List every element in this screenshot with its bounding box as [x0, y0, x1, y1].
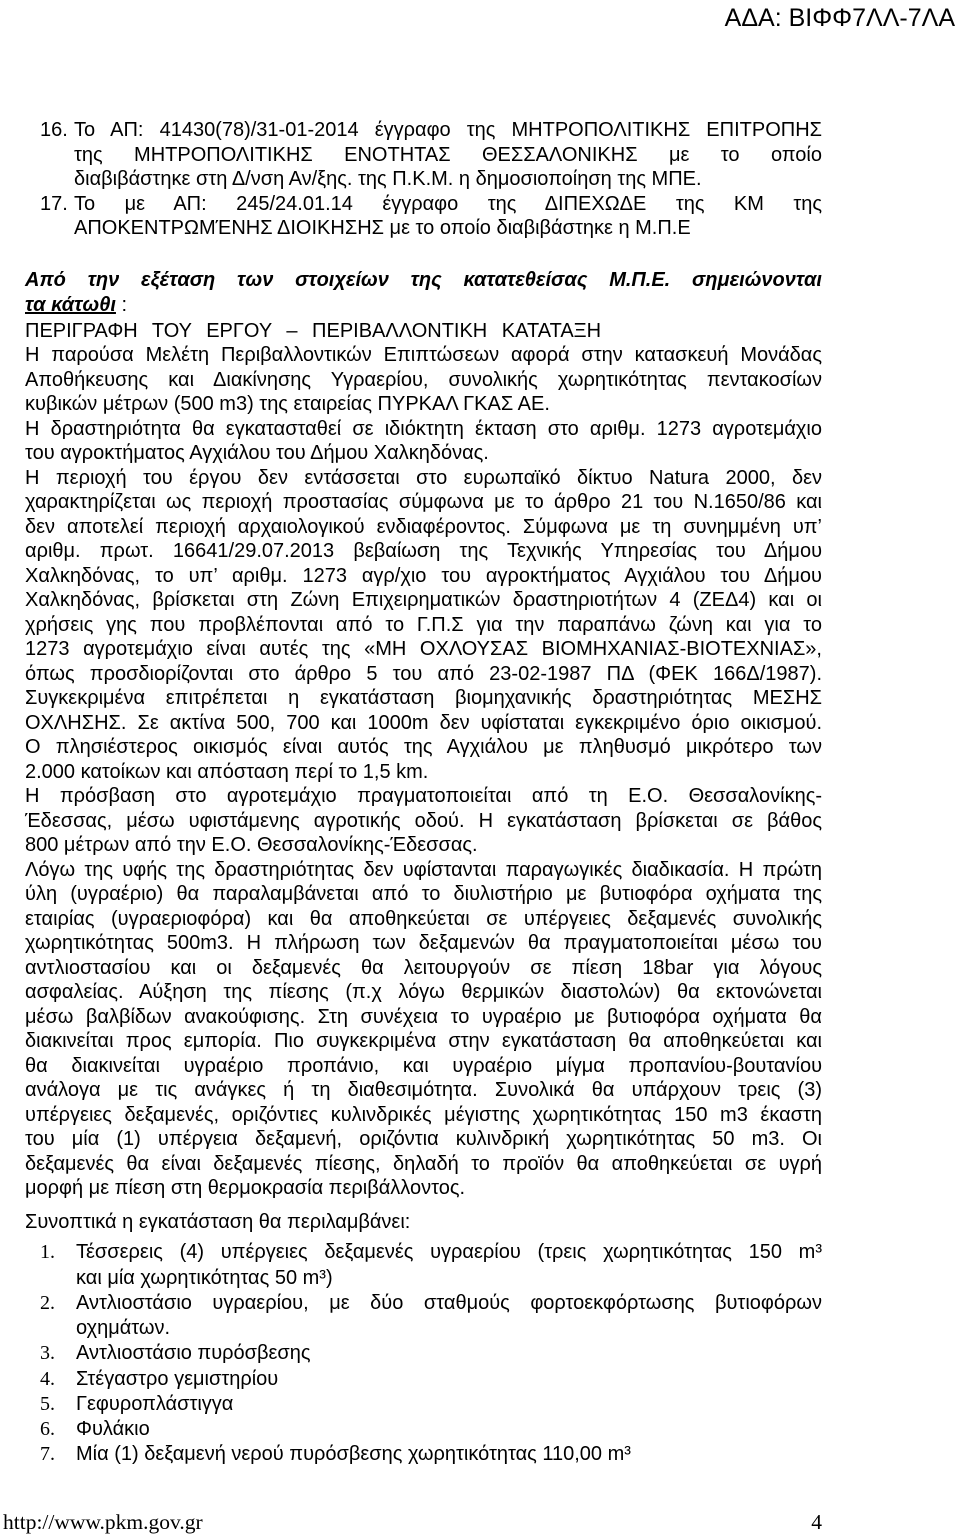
text-line: ύλη (υγραέριο) θα παραλαμβάνεται από το διυλιστήριο με βυτιοφόρα οχήματα της: [25, 883, 822, 906]
component-item: [40, 1392, 822, 1417]
text-line: αριθμ. πρωτ. 16641/29.07.2013 βεβαίωση της Τεχνικής Υπηρεσίας του Δήμου: [25, 540, 822, 563]
text-line: Αποθήκευσης και Διακίνησης Υγραερίου, συνολικής χωρητικότητας πεντακοσίων: [25, 368, 822, 391]
component-text: [76, 1291, 822, 1342]
summary-intro-line: Συνοπτικά η εγκατάσταση θα περιλαμβάνει:: [25, 1211, 411, 1233]
findings-heading-line: [25, 293, 822, 318]
text-line: κυβικών μέτρων (500 m3) της εταιρείας ΠΥΡΚΑΛ ΓΚΑΣ ΑΕ.: [25, 393, 550, 416]
text-line: της ΜΗΤΡΟΠΟΛΙΤΙΚΗΣ ΕΝΟΤΗΤΑΣ ΘΕΣΣΑΛΟΝΙΚΗΣ με το οποίο: [74, 143, 822, 166]
text-line: Το με ΑΠ: 245/24.01.14 έγγραφο της ΔΙΠΕΧΩΔΕ της ΚΜ της: [74, 192, 822, 215]
page-number: 4: [811, 1510, 822, 1534]
text-line: θα διακινείται υγραέριο προπάνιο, και υγραέριο μίγμα προπανίου-βουτανίου: [25, 1054, 822, 1077]
reference-item: [40, 118, 822, 192]
reference-list: [40, 118, 822, 241]
text-line: ανάλογα με τις ανάγκες ή τη διαθεσιμότητα. Συνολικά θα υπάρχουν τρεις (3): [25, 1079, 822, 1102]
component-item: [40, 1240, 822, 1291]
text-line: μορφή με πίεση στη θερμοκρασία περιβάλλοντος.: [25, 1177, 466, 1200]
text-line: όπως προσδιορίζονται στο άρθρο 5 του από 23-02-1987 ΠΔ (ΦΕΚ 166Δ/1987).: [25, 662, 822, 685]
component-text: [76, 1392, 822, 1417]
findings-heading: [25, 268, 822, 317]
component-item: [40, 1442, 822, 1467]
text-line: 2.000 κατοίκων και απόσταση περί το 1,5 km.: [25, 760, 429, 783]
text-line: οχημάτων.: [76, 1317, 171, 1340]
text-line: δεξαμενές θα είναι δεξαμενές πίεσης, δηλαδή το προϊόν θα αποθηκεύεται σε υγρή: [25, 1152, 822, 1175]
component-number: 2.: [40, 1291, 55, 1314]
text-line: Γεφυροπλάστιγγα: [76, 1392, 234, 1415]
component-text: [76, 1240, 822, 1291]
findings-heading-line: Από την εξέταση των στοιχείων της κατατεθείσας Μ.Π.Ε. σημειώνονται: [25, 269, 822, 291]
text-line: του αγροκτήματος Αγχιάλου του Δήμου Χαλκηδόνας.: [25, 442, 489, 465]
paragraph: [25, 343, 822, 417]
reference-item: [40, 192, 822, 241]
text-line: δεν αποτελεί περιοχή αρχαιολογικού ενδιαφέροντος. Σύμφωνα με τη συνημμένη υπ’: [25, 515, 822, 538]
component-text: [76, 1367, 822, 1392]
text-line: ασφαλείας. Αύξηση της πίεσης (π.χ λόγω θερμικών διαστολών) θα εκτονώνεται: [25, 981, 822, 1004]
reference-number: 16.: [40, 119, 68, 141]
findings-underlined-text: τα κάτωθι: [25, 293, 116, 316]
component-text: [76, 1417, 822, 1442]
component-item: [40, 1291, 822, 1342]
summary-intro: [25, 1210, 822, 1235]
section-title: ΠΕΡΙΓΡΑΦΗ ΤΟΥ ΕΡΓΟΥ – ΠΕΡΙΒΑΛΛΟΝΤΙΚΗ ΚΑΤΑΤΑΞΗ: [25, 319, 602, 342]
text-line: Η δραστηριότητα θα εγκατασταθεί σε ιδιόκτητη έκταση στο αριθμ. 1273 αγροτεμάχιο: [25, 417, 822, 440]
text-line: Λόγω της υφής της δραστηριότητας δεν υφίστανται παραγωγικές διαδικασία. Η πρώτη: [25, 858, 822, 881]
component-item: [40, 1367, 822, 1392]
paragraph-list: [25, 343, 822, 1201]
paragraph: [25, 417, 822, 466]
component-number: 5.: [40, 1392, 55, 1415]
component-number: 1.: [40, 1241, 55, 1264]
text-line: 1273 αγροτεμάχιο είναι αυτές της «ΜΗ ΟΧΛΟΥΣΑΣ ΒΙΟΜΗΧΑΝΙΑΣ-ΒΙΟΤΕΧΝΙΑΣ»,: [25, 638, 822, 661]
component-text: [76, 1341, 822, 1366]
component-list: [40, 1240, 822, 1467]
text-line: διαβιβάστηκε στη Δ/νση Αν/ξης. της Π.Κ.Μ. η δημοσιοποίηση της ΜΠΕ.: [74, 168, 702, 190]
text-line: Χαλκηδόνας, βρίσκεται στη Ζώνη Επιχειρηματικών δραστηριοτήτων 4 (ΖΕΔ4) και οι: [25, 589, 822, 612]
reference-text: [74, 118, 822, 192]
findings-suffix: :: [115, 293, 128, 316]
document-body: [25, 319, 822, 1201]
component-item: [40, 1417, 822, 1442]
text-line: ΑΠΟΚΕΝΤΡΩΜΈΝΗΣ ΔΙΟΙΚΗΣΗΣ με το οποίο διαβιβάστηκε η Μ.Π.Ε: [74, 217, 691, 239]
component-number: 3.: [40, 1342, 55, 1365]
component-text: [76, 1442, 822, 1467]
text-line: χρήσεις γης που προβλέπονται από το Γ.Π.Σ για την παραπάνω ζώνη και για το: [25, 613, 822, 636]
text-line: Στέγαστρο γεμιστηρίου: [76, 1367, 279, 1390]
text-line: Αντλιοστάσιο πυρόσβεσης: [76, 1342, 311, 1365]
text-line: αντλιοστασίου και οι δεξαμενές θα λειτουργούν σε πίεση 18bar για λόγους: [25, 956, 822, 979]
text-line: Ο πλησιέστερος οικισμός είναι αυτός της Αγχιάλου με πληθυσμό μικρότερο των: [25, 736, 822, 759]
text-line: Η περιοχή του έργου δεν εντάσσεται στο ευρωπαϊκό δίκτυο Natura 2000, δεν: [25, 466, 822, 489]
text-line: Φυλάκιο: [76, 1418, 150, 1441]
reference-number: 17.: [40, 192, 68, 215]
reference-text: [74, 192, 822, 241]
paragraph: [25, 784, 822, 858]
footer-url: http://www.pkm.gov.gr: [3, 1510, 203, 1534]
text-line: Η παρούσα Μελέτη Περιβαλλοντικών Επιπτώσεων αφορά στην κατασκευή Μονάδας: [25, 344, 822, 367]
component-number: 4.: [40, 1367, 55, 1390]
text-line: Αντλιοστάσιο υγραερίου, με δύο σταθμούς φορτοεκφόρτωσης βυτιοφόρων: [76, 1291, 822, 1314]
text-line: Τέσσερεις (4) υπέργειες δεξαμενές υγραερίου (τρεις χωρητικότητας 150 m³: [76, 1241, 822, 1264]
text-line: μέσω βαλβίδων ανακούφισης. Στη συνέχεια το υγραέριο με βυτιοφόρα οχήματα θα: [25, 1005, 822, 1028]
text-line: χαρακτηρίζεται ως περιοχή προστασίας σύμφωνα με το άρθρο 21 του Ν.1650/86 και: [25, 491, 822, 514]
component-item: [40, 1341, 822, 1366]
paragraph: [25, 858, 822, 1201]
text-line: του μία (1) υπέργεια δεξαμενή, οριζόντια κυλινδρική χωρητικότητας 50 m3. Οι: [25, 1128, 822, 1151]
text-line: Η πρόσβαση στο αγροτεμάχιο πραγματοποιείται από τη Ε.Ο. Θεσσαλονίκης-: [25, 785, 822, 808]
ada-code: ΑΔΑ: ΒΙΦΦ7ΛΛ-7ΛΑ: [724, 4, 955, 32]
text-line: εταιρίας (υγραεριοφόρα) και θα αποθηκεύεται σε υπέργειες δεξαμενές συνολικής: [25, 907, 822, 930]
text-line: Συγκεκριμένα επιτρέπεται η εγκατάσταση βιομηχανικής δραστηριότητας ΜΕΣΗΣ: [25, 687, 822, 710]
text-line: χωρητικότητας 500m3. Η πλήρωση των δεξαμενών θα πραγματοποιείται μέσω του: [25, 932, 822, 955]
component-number: 6.: [40, 1418, 55, 1441]
component-number: 7.: [40, 1443, 55, 1466]
text-line: διακινείται προς εμπορία. Πιο συγκεκριμένα στην εγκατάσταση θα αποθηκεύεται και: [25, 1030, 822, 1053]
text-line: Μία (1) δεξαμενή νερού πυρόσβεσης χωρητικότητας 110,00 m³: [76, 1443, 631, 1466]
text-line: ΟΧΛΗΣΗΣ. Σε ακτίνα 500, 700 και 1000m δεν υφίσταται εγκεκριμένο όριο οικισμού.: [25, 711, 822, 734]
text-line: και μία χωρητικότητας 50 m³): [76, 1266, 333, 1289]
text-line: Το ΑΠ: 41430(78)/31-01-2014 έγγραφο της ΜΗΤΡΟΠΟΛΙΤΙΚΗΣ ΕΠΙΤΡΟΠΗΣ: [74, 119, 822, 141]
paragraph: [25, 466, 822, 785]
text-line: υπέργειες δεξαμενές, οριζόντιες κυλινδρικές μέγιστης χωρητικότητας 150 m3 έκαστη: [25, 1103, 822, 1126]
text-line: Έδεσσας, μέσω υφιστάμενης αγροτικής οδού. Η εγκατάσταση βρίσκεται σε βάθος: [25, 809, 822, 832]
text-line: Χαλκηδόνας, το υπ’ αριθμ. 1273 αγρ/χιο του αγροκτήματος Αγχιάλου του Δήμου: [25, 564, 822, 587]
text-line: 800 μέτρων από την Ε.Ο. Θεσσαλονίκης-Έδεσσας.: [25, 834, 478, 857]
